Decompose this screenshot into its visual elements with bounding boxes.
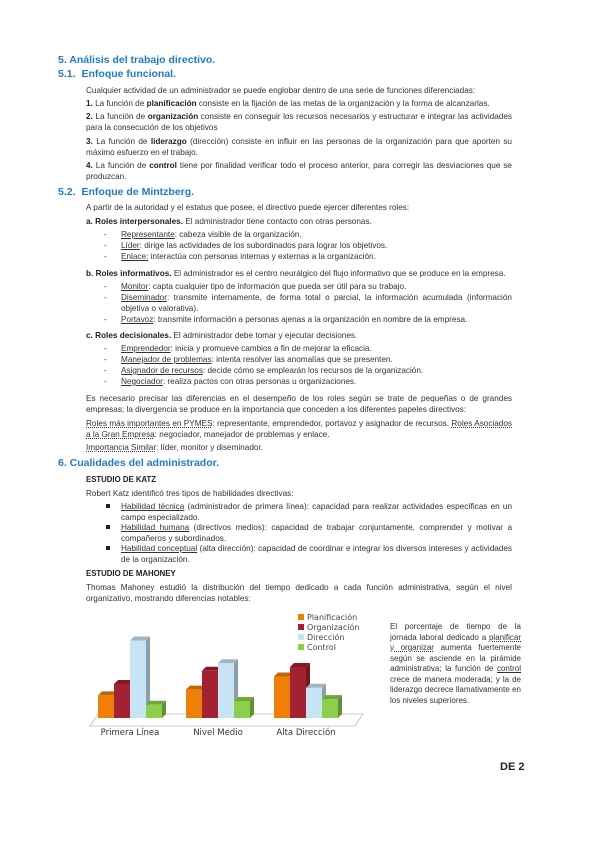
role-name: Asignador de recursos: [121, 366, 203, 375]
role-item: - Portavoz: transmite información a personas ajenas a la organización en nombre de la empresa.: [104, 315, 468, 324]
role-desc: : intenta resolver las anomalías que se presenten.: [211, 355, 393, 364]
commentary-text: El porcentaje de tiempo de la jornada laboral dedicado a: [390, 622, 521, 642]
commentary-text: aumenta fuertemente según se asciende en la pirámide administrativa; la función de: [390, 643, 521, 673]
skill-name: Habilidad conceptual: [121, 544, 198, 553]
group-letter: c.: [86, 331, 93, 340]
role-desc: : transmite información a personas ajenas a la organización en nombre de la empresa.: [153, 315, 468, 324]
item-keyword: liderazgo: [150, 137, 187, 146]
role-group-heading: [86, 330, 512, 341]
legend-label: Organización: [307, 623, 360, 632]
item-number: 1.: [86, 99, 93, 108]
gran-empresa-text: : negociador, manejador de problemas y enlace.: [154, 430, 330, 439]
bar-organización: [290, 667, 306, 718]
function-item: [86, 136, 512, 158]
role-item: - Líder: dirige las actividades de los subordinados para lograr los objetivos.: [104, 241, 388, 250]
item-number: 3.: [86, 137, 93, 146]
group-letter: b.: [86, 269, 94, 278]
section-number: 5.2.: [58, 186, 76, 198]
mahoney-bar-chart: [88, 608, 378, 748]
role-desc: : decide cómo se emplearán los recursos de la organización.: [202, 366, 424, 375]
group-title: Roles interpersonales.: [95, 217, 183, 226]
group-title: Roles informativos.: [95, 269, 172, 278]
item-text: consiste en la fijación de las metas de la organización y la forma de alcanzarlas.: [196, 99, 490, 108]
pymes-label: Roles más importantes en PYMES: [86, 419, 213, 428]
x-tick-label: Nivel Medio: [193, 728, 243, 738]
bullet-icon: [106, 546, 110, 550]
skill-item: [104, 501, 512, 523]
role-name: Manejador de problemas: [121, 355, 212, 364]
skill-desc: (administrador de primera línea): capacidad para realizar actividades específicas en un campo especializado.: [121, 502, 512, 522]
role-name: Monitor: [121, 282, 149, 291]
roles-intro: A partir de la autoridad y el estatus que posee, el directivo puede ejercer diferentes roles:: [86, 203, 410, 212]
bar-organización: [114, 684, 130, 718]
bar-dirección: [130, 641, 146, 718]
similar-text: : líder, monitor y diseminador.: [156, 443, 264, 452]
mahoney-heading: ESTUDIO DE MAHONEY: [86, 569, 176, 578]
similar-label: Importancia Similar: [86, 443, 157, 452]
item-text: La función de: [95, 161, 150, 170]
group-desc: El administrador debe tomar y ejecutar decisiones.: [171, 331, 358, 340]
roles-differences: Es necesario precisar las diferencias en el desempeño de los roles según se trate de pequeñas o de grandes empresas; la divergencia se produce en la importancia que conceden a los diferentes papeles directivos:: [86, 394, 512, 414]
bar-control: [146, 705, 162, 718]
item-keyword: planificación: [146, 99, 197, 108]
roles-by-company-size: [86, 418, 512, 440]
role-item: - Diseminador: transmite internamente, de forma total o parcial, la información acumulada (información objetiva o valorativa).: [104, 293, 512, 313]
role-name: Emprendedor: [121, 344, 171, 353]
katz-intro: Robert Katz identificó tres tipos de habilidades directivas:: [86, 489, 294, 498]
item-keyword: organización: [147, 112, 199, 121]
pymes-text: : representante, emprendedor, portavoz y asignador de recursos.: [212, 419, 452, 428]
group-desc: El administrador es el centro neurálgico del flujo informativo que se produce en la empresa.: [171, 269, 506, 278]
x-tick-label: Primera Línea: [100, 728, 160, 738]
bar-planificación: [98, 695, 114, 718]
section-title: Enfoque de Mintzberg.: [81, 186, 195, 198]
commentary-text: crece de manera moderada; y la de liderazgo decrece llamativamente en los niveles superiores.: [390, 674, 521, 705]
section-title: Enfoque funcional.: [81, 68, 177, 80]
bar-dirección: [306, 688, 322, 718]
legend-swatch: [298, 624, 304, 630]
bar-side: [338, 695, 342, 718]
page-number: DE 2: [500, 761, 525, 773]
bar-planificación: [186, 690, 202, 718]
bar-organización: [202, 671, 218, 718]
mahoney-intro: Thomas Mahoney estudió la distribución del tiempo dedicado a cada función administrativa, según el nivel organizativo, mostrando diferencias notables:: [86, 583, 512, 603]
skill-desc: (alta dirección): capacidad de coordinar e integrar los diversos intereses y actividades de la organización.: [121, 544, 513, 564]
bar-planificación: [274, 676, 290, 718]
role-desc: interactúa con personas internas y externas a la organización.: [148, 252, 376, 261]
item-text: La función de: [95, 112, 148, 121]
role-name: Líder: [121, 241, 140, 250]
legend-label: Dirección: [307, 633, 345, 642]
role-item: - Monitor: capta cualquier tipo de información que pueda ser útil para su trabajo.: [104, 282, 407, 291]
legend-label: Control: [307, 643, 336, 652]
item-text: (dirección) consiste en influir en las personas de la organización para que aporten su máximo esfuerzo en el trabajo.: [86, 137, 512, 157]
section-52-heading: [58, 187, 194, 198]
legend-label: Planificación: [307, 613, 358, 622]
item-keyword: control: [149, 161, 177, 170]
section-6-heading: 6. Cualidades del administrador.: [58, 457, 220, 469]
skill-desc: (directivos medios): capacidad de trabajar conjuntamente, comprender y motivar a compañeros y subordinados.: [121, 523, 512, 543]
legend-swatch: [298, 644, 304, 650]
legend-swatch: [298, 634, 304, 640]
functions-intro: Cualquier actividad de un administrador se puede englobar dentro de una serie de funciones diferenciadas:: [86, 86, 476, 95]
bullet-icon: [106, 525, 110, 529]
katz-heading: ESTUDIO DE KATZ: [86, 475, 157, 484]
group-desc: El administrador tiene contacto con otras personas.: [182, 217, 372, 226]
role-item: - Emprendedor: inicia y promueve cambios a fin de mejorar la eficacia.: [104, 344, 372, 353]
role-name: Representante: [121, 230, 175, 239]
item-text: La función de: [95, 99, 147, 108]
x-tick-label: Alta Dirección: [276, 728, 336, 738]
role-item: - Manejador de problemas: intenta resolver las anomalías que se presenten.: [104, 355, 393, 364]
role-desc: : realiza pactos con otras personas u organizaciones.: [162, 377, 357, 386]
skill-item: [104, 522, 512, 544]
skill-name: Habilidad humana: [121, 523, 190, 532]
role-name: Diseminador: [121, 293, 167, 302]
bar-control: [234, 701, 250, 718]
role-group-heading: [86, 216, 512, 227]
role-item: - Representante: cabeza visible de la organización.: [104, 230, 302, 239]
function-item: [86, 111, 512, 133]
gran-empresa-label: Roles Asociados a la Gran Empresa: [86, 419, 513, 439]
role-item: - Asignador de recursos: decide cómo se emplearán los recursos de la organización.: [104, 366, 424, 375]
section-5-heading: 5. Análisis del trabajo directivo.: [58, 54, 216, 66]
legend-swatch: [298, 614, 304, 620]
commentary-highlight: planificar y organizar: [390, 632, 521, 652]
item-text: tiene por finalidad verificar todo el proceso anterior, para corregir las desviaciones que se produzcan.: [86, 161, 512, 181]
function-item: [86, 98, 512, 109]
role-name: Enlace:: [121, 252, 149, 261]
bar-control: [322, 699, 338, 718]
bullet-icon: [106, 504, 110, 508]
role-item: - Enlace: interactúa con personas internas y externas a la organización.: [104, 252, 376, 261]
item-text: consiste en conseguir los recursos necesarios y estructurar e integrar las actividades para la consecución de los objetivos: [86, 112, 512, 132]
item-number: 4.: [86, 161, 93, 170]
role-desc: : capta cualquier tipo de información que pueda ser útil para su trabajo.: [148, 282, 407, 291]
skill-item: [104, 543, 512, 565]
section-number: 5.1.: [58, 68, 76, 80]
section-51-heading: [58, 69, 176, 80]
role-name: Negociador: [121, 377, 163, 386]
skill-name: Habilidad técnica: [121, 502, 185, 511]
role-desc: : inicia y promueve cambios a fin de mejorar la eficacia.: [170, 344, 372, 353]
group-title: Roles decisionales.: [95, 331, 172, 340]
role-item: - Negociador: realiza pactos con otras personas u organizaciones.: [104, 377, 357, 386]
bar-dirección: [218, 663, 234, 718]
item-number: 2.: [86, 112, 93, 121]
role-name: Portavoz: [121, 315, 154, 324]
chart-commentary: [390, 622, 521, 706]
role-desc: : dirige las actividades de los subordinados para lograr los objetivos.: [139, 241, 388, 250]
item-text: La función de: [96, 137, 151, 146]
roles-similar: [86, 442, 512, 453]
commentary-highlight: control: [496, 664, 521, 673]
function-item: [86, 160, 512, 182]
role-group-heading: [86, 268, 512, 279]
group-letter: a.: [86, 217, 93, 226]
role-desc: : cabeza visible de la organización.: [174, 230, 302, 239]
role-desc: : transmite internamente, de forma total o parcial, la información acumulada (información objetiva o valorativa).: [121, 293, 512, 313]
